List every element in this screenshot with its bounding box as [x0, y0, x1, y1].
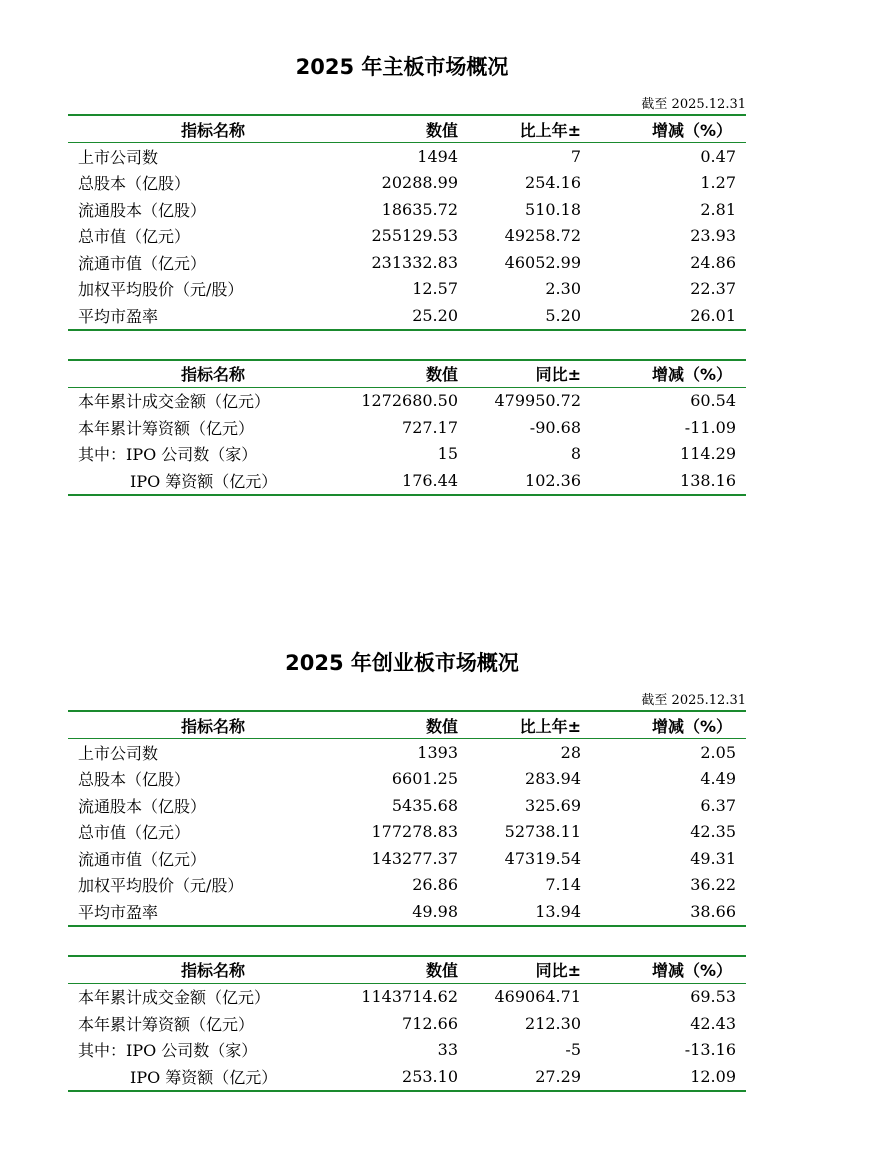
cell-change: 479950.72	[494, 391, 581, 411]
cell-change: 469064.71	[494, 987, 581, 1007]
cell-indicator-name: 加权平均股价（元/股）	[78, 876, 244, 896]
header-indicator-name: 指标名称	[68, 956, 358, 984]
cell-change-pct: 26.01	[581, 302, 746, 330]
cell-change-pct: 49.31	[690, 848, 736, 868]
header-change-pct: 增减（%）	[581, 956, 746, 984]
cell-change: -5	[565, 1040, 581, 1060]
cell-value: 18635.72	[381, 199, 458, 219]
cell-value: 253.10	[358, 1063, 458, 1091]
cell-indicator-name: 总市值（亿元）	[78, 823, 191, 843]
table-row	[68, 223, 746, 250]
cell-indicator-name: 上市公司数	[78, 147, 159, 167]
table-row	[68, 1037, 746, 1064]
cell-change: 325.69	[525, 795, 581, 815]
cell-change: 52738.11	[504, 822, 581, 842]
cell-change: 510.18	[525, 199, 581, 219]
table-row	[68, 792, 746, 819]
cell-indicator-name: 总市值（亿元）	[78, 227, 191, 247]
header-change-pct: 增减（%）	[581, 711, 746, 739]
cell-change: 254.16	[525, 173, 581, 193]
cell-change-pct: -13.16	[684, 1040, 736, 1060]
chinext-section	[68, 648, 746, 1092]
table-row	[68, 302, 746, 330]
cell-indicator-name: 流通市值（亿元）	[78, 253, 207, 273]
section-title: 2025 年创业板市场概况	[285, 651, 519, 675]
cell-change-pct: 6.37	[700, 795, 736, 815]
cell-value: 33	[437, 1040, 458, 1060]
header-change-pct: 增减（%）	[581, 360, 746, 388]
table-row	[68, 276, 746, 303]
table-header-row	[68, 360, 746, 388]
cell-indicator-name: 总股本（亿股）	[78, 174, 191, 194]
cell-change: 49258.72	[504, 226, 581, 246]
header-indicator-name: 指标名称	[68, 115, 358, 143]
table-row	[68, 739, 746, 766]
cell-change-pct: 12.09	[581, 1063, 746, 1091]
cell-change-pct: 69.53	[690, 987, 736, 1007]
market-overview-table	[68, 710, 746, 927]
header-indicator-name: 指标名称	[68, 360, 358, 388]
cell-change: -90.68	[529, 417, 581, 437]
cell-value: 25.20	[358, 302, 458, 330]
header-value: 数值	[358, 956, 458, 984]
cell-change: 7.14	[545, 875, 581, 895]
cell-value: 5435.68	[391, 795, 458, 815]
main-board-section	[68, 52, 746, 496]
trading-financing-table	[68, 359, 746, 496]
cell-change-pct: 60.54	[690, 391, 736, 411]
as-of-date: 截至 2025.12.31	[641, 693, 746, 708]
cell-change-pct: 4.49	[700, 769, 736, 789]
cell-value: 26.86	[412, 875, 458, 895]
cell-change: 27.29	[458, 1063, 581, 1091]
cell-change: 46052.99	[504, 252, 581, 272]
table-row	[68, 1010, 746, 1037]
cell-change: 212.30	[525, 1013, 581, 1033]
cell-change: 7	[570, 146, 581, 166]
cell-value: 15	[437, 444, 458, 464]
header-change: 比上年±	[458, 115, 581, 143]
table-header-row	[68, 711, 746, 739]
header-value: 数值	[358, 115, 458, 143]
cell-value: 1393	[417, 742, 458, 762]
cell-change: 102.36	[458, 467, 581, 495]
cell-change-pct: 0.47	[700, 146, 736, 166]
cell-change-pct: 2.81	[700, 199, 736, 219]
table-row	[68, 170, 746, 197]
header-change-pct: 增减（%）	[581, 115, 746, 143]
header-change: 比上年±	[458, 711, 581, 739]
cell-indicator-name: 上市公司数	[78, 743, 159, 763]
table-row	[68, 414, 746, 441]
table-row	[68, 387, 746, 414]
cell-indicator-name: 本年累计筹资额（亿元）	[78, 418, 255, 438]
cell-change-pct: 42.43	[690, 1013, 736, 1033]
cell-indicator-name: 平均市盈率	[68, 302, 358, 330]
cell-indicator-name: IPO 筹资额（亿元）	[68, 1063, 358, 1091]
cell-change: 28	[560, 742, 581, 762]
header-change: 同比±	[458, 360, 581, 388]
cell-change: 13.94	[458, 898, 581, 926]
header-change: 同比±	[458, 956, 581, 984]
cell-indicator-name: 其中：IPO 公司数（家）	[78, 445, 258, 465]
table-row	[68, 1063, 746, 1091]
cell-value: 231332.83	[371, 252, 458, 272]
cell-indicator-name: 加权平均股价（元/股）	[78, 280, 244, 300]
cell-indicator-name: IPO 筹资额（亿元）	[68, 467, 358, 495]
table-row	[68, 196, 746, 223]
trading-financing-table	[68, 955, 746, 1092]
cell-value: 12.57	[412, 279, 458, 299]
cell-change-pct: 24.86	[690, 252, 736, 272]
table-row	[68, 143, 746, 170]
cell-change-pct: 2.05	[700, 742, 736, 762]
table-row	[68, 766, 746, 793]
cell-change: 5.20	[458, 302, 581, 330]
header-indicator-name: 指标名称	[68, 711, 358, 739]
cell-value: 1494	[417, 146, 458, 166]
cell-indicator-name: 本年累计成交金额（亿元）	[78, 988, 271, 1008]
as-of-date: 截至 2025.12.31	[641, 97, 746, 112]
cell-value: 712.66	[402, 1013, 458, 1033]
cell-indicator-name: 流通股本（亿股）	[78, 796, 207, 816]
cell-change: 283.94	[525, 769, 581, 789]
cell-change-pct: 138.16	[581, 467, 746, 495]
cell-value: 6601.25	[391, 769, 458, 789]
cell-value: 49.98	[358, 898, 458, 926]
cell-value: 176.44	[358, 467, 458, 495]
cell-indicator-name: 流通市值（亿元）	[78, 849, 207, 869]
header-value: 数值	[358, 711, 458, 739]
table-row	[68, 898, 746, 926]
cell-change: 8	[570, 444, 581, 464]
table-row	[68, 249, 746, 276]
cell-change-pct: 22.37	[690, 279, 736, 299]
cell-value: 1143714.62	[361, 987, 458, 1007]
cell-change: 2.30	[545, 279, 581, 299]
cell-value: 1272680.50	[361, 391, 458, 411]
cell-change-pct: 42.35	[690, 822, 736, 842]
cell-value: 177278.83	[371, 822, 458, 842]
cell-indicator-name: 总股本（亿股）	[78, 770, 191, 790]
table-row	[68, 819, 746, 846]
cell-indicator-name: 本年累计成交金额（亿元）	[78, 392, 271, 412]
table-row	[68, 872, 746, 899]
table-row	[68, 441, 746, 468]
cell-value: 727.17	[402, 417, 458, 437]
cell-indicator-name: 流通股本（亿股）	[78, 200, 207, 220]
table-header-row	[68, 115, 746, 143]
cell-indicator-name: 本年累计筹资额（亿元）	[78, 1014, 255, 1034]
cell-change-pct: 1.27	[700, 173, 736, 193]
table-row	[68, 467, 746, 495]
cell-value: 20288.99	[381, 173, 458, 193]
cell-value: 143277.37	[371, 848, 458, 868]
cell-change-pct: 36.22	[690, 875, 736, 895]
table-header-row	[68, 956, 746, 984]
cell-change-pct: 23.93	[690, 226, 736, 246]
cell-indicator-name: 平均市盈率	[68, 898, 358, 926]
cell-value: 255129.53	[371, 226, 458, 246]
cell-change: 47319.54	[504, 848, 581, 868]
market-overview-table	[68, 114, 746, 331]
cell-change-pct: 114.29	[680, 444, 736, 464]
section-title: 2025 年主板市场概况	[295, 55, 509, 79]
header-value: 数值	[358, 360, 458, 388]
table-row	[68, 845, 746, 872]
table-row	[68, 983, 746, 1010]
cell-change-pct: -11.09	[684, 417, 736, 437]
cell-change-pct: 38.66	[581, 898, 746, 926]
cell-indicator-name: 其中：IPO 公司数（家）	[78, 1041, 258, 1061]
